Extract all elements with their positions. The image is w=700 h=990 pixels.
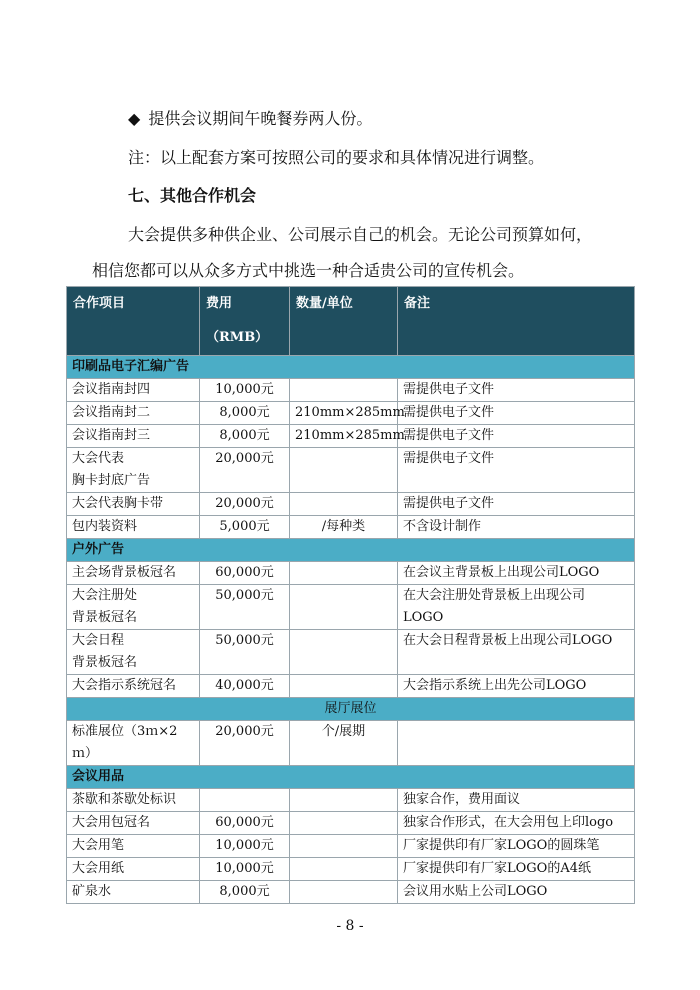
table-row bbox=[67, 402, 635, 425]
table-row bbox=[67, 789, 635, 812]
item-line-2: 胸卡封底广告 bbox=[72, 473, 151, 488]
cooperation-table bbox=[66, 286, 635, 904]
note-line-1: 在大会注册处背景板上出现公司 bbox=[403, 588, 586, 603]
item-line-1: 大会日程 bbox=[72, 633, 125, 648]
qty-cell: /每种类 bbox=[290, 516, 398, 539]
qty-cell bbox=[290, 562, 398, 585]
table-row bbox=[67, 675, 635, 698]
item-cell: 大会代表胸卡带 bbox=[67, 493, 200, 516]
item-cell: 会议指南封二 bbox=[67, 402, 200, 425]
qty-cell: 个/展期 bbox=[290, 721, 398, 766]
body-line-2: 相信您都可以从众多方式中挑选一种合适贵公司的宣传机会。 bbox=[92, 261, 525, 280]
fee-cell: 10,000元 bbox=[200, 835, 290, 858]
section-title: 印刷品电子汇编广告 bbox=[67, 356, 635, 379]
item-cell: 会议指南封三 bbox=[67, 425, 200, 448]
qty-cell bbox=[290, 812, 398, 835]
note-cell: 大会指示系统上出先公司LOGO bbox=[398, 675, 635, 698]
qty-cell bbox=[290, 858, 398, 881]
note-cell: 需提供电子文件 bbox=[398, 493, 635, 516]
note-cell: 在会议主背景板上出现公司LOGO bbox=[398, 562, 635, 585]
fee-cell: 60,000元 bbox=[200, 562, 290, 585]
table-row bbox=[67, 835, 635, 858]
qty-cell bbox=[290, 379, 398, 402]
item-line-1: 大会注册处 bbox=[72, 588, 138, 603]
bullet-paragraph bbox=[128, 106, 372, 129]
table-row bbox=[67, 881, 635, 904]
item-line-2: 背景板冠名 bbox=[72, 655, 138, 670]
table-row bbox=[67, 493, 635, 516]
table-row bbox=[67, 585, 635, 630]
fee-cell bbox=[200, 789, 290, 812]
fee-cell: 5,000元 bbox=[200, 516, 290, 539]
fee-cell: 10,000元 bbox=[200, 858, 290, 881]
fee-cell: 50,000元 bbox=[200, 630, 290, 675]
fee-cell: 8,000元 bbox=[200, 425, 290, 448]
item-cell: 大会用包冠名 bbox=[67, 812, 200, 835]
table-row bbox=[67, 858, 635, 881]
note-cell: 需提供电子文件 bbox=[398, 379, 635, 402]
qty-cell bbox=[290, 675, 398, 698]
qty-cell bbox=[290, 448, 398, 493]
qty-cell bbox=[290, 493, 398, 516]
item-cell: 大会用纸 bbox=[67, 858, 200, 881]
table-row bbox=[67, 448, 635, 493]
header-item: 合作项目 bbox=[67, 287, 200, 356]
section-row bbox=[67, 698, 635, 721]
table-row bbox=[67, 516, 635, 539]
qty-cell: 210mm×285mm bbox=[290, 425, 398, 448]
table-row bbox=[67, 630, 635, 675]
fee-cell: 8,000元 bbox=[200, 881, 290, 904]
section-row bbox=[67, 356, 635, 379]
page-number: - 8 - bbox=[336, 918, 364, 934]
item-cell bbox=[67, 585, 200, 630]
section-title: 会议用品 bbox=[67, 766, 635, 789]
note-cell: 独家合作，费用面议 bbox=[398, 789, 635, 812]
fee-cell: 50,000元 bbox=[200, 585, 290, 630]
table-row bbox=[67, 562, 635, 585]
note-cell: 在大会日程背景板上出现公司LOGO bbox=[398, 630, 635, 675]
fee-cell: 20,000元 bbox=[200, 721, 290, 766]
note-paragraph: 注：以上配套方案可按照公司的要求和具体情况进行调整。 bbox=[128, 148, 545, 167]
header-fee: 费用（RMB） bbox=[200, 287, 290, 356]
header-note: 备注 bbox=[398, 287, 635, 356]
fee-cell: 40,000元 bbox=[200, 675, 290, 698]
diamond-bullet-icon: ◆ bbox=[128, 109, 141, 128]
fee-cell: 60,000元 bbox=[200, 812, 290, 835]
qty-cell bbox=[290, 585, 398, 630]
item-cell: 大会用笔 bbox=[67, 835, 200, 858]
note-cell bbox=[398, 585, 635, 630]
section-title: 户外广告 bbox=[67, 539, 635, 562]
table-row bbox=[67, 721, 635, 766]
fee-cell: 20,000元 bbox=[200, 493, 290, 516]
note-cell: 不含设计制作 bbox=[398, 516, 635, 539]
fee-cell: 10,000元 bbox=[200, 379, 290, 402]
table-row bbox=[67, 379, 635, 402]
item-cell: 大会指示系统冠名 bbox=[67, 675, 200, 698]
note-cell: 需提供电子文件 bbox=[398, 448, 635, 493]
item-cell: 矿泉水 bbox=[67, 881, 200, 904]
header-qty: 数量/单位 bbox=[290, 287, 398, 356]
item-cell: 标准展位（3ｍ×2ｍ） bbox=[67, 721, 200, 766]
table-row bbox=[67, 425, 635, 448]
qty-cell bbox=[290, 835, 398, 858]
item-cell: 主会场背景板冠名 bbox=[67, 562, 200, 585]
note-cell: 会议用水贴上公司LOGO bbox=[398, 881, 635, 904]
note-cell: 厂家提供印有厂家LOGO的A4纸 bbox=[398, 858, 635, 881]
item-line-1: 大会代表 bbox=[72, 451, 125, 466]
item-cell: 茶歇和茶歇处标识 bbox=[67, 789, 200, 812]
note-line-2: LOGO bbox=[403, 610, 444, 625]
section-row bbox=[67, 539, 635, 562]
section-row bbox=[67, 766, 635, 789]
item-cell bbox=[67, 448, 200, 493]
table-row bbox=[67, 812, 635, 835]
item-cell bbox=[67, 630, 200, 675]
item-cell: 包内装资料 bbox=[67, 516, 200, 539]
note-cell bbox=[398, 721, 635, 766]
bullet-text: 提供会议期间午晚餐券两人份。 bbox=[148, 109, 373, 128]
note-cell: 需提供电子文件 bbox=[398, 402, 635, 425]
qty-cell bbox=[290, 881, 398, 904]
fee-cell: 8,000元 bbox=[200, 402, 290, 425]
table-header-row bbox=[67, 287, 635, 356]
fee-cell: 20,000元 bbox=[200, 448, 290, 493]
note-cell: 独家合作形式，在大会用包上印logo bbox=[398, 812, 635, 835]
body-line-1: 大会提供多种供企业、公司展示自己的机会。无论公司预算如何， bbox=[128, 225, 593, 244]
item-line-2: 背景板冠名 bbox=[72, 610, 138, 625]
qty-cell bbox=[290, 630, 398, 675]
item-cell: 会议指南封四 bbox=[67, 379, 200, 402]
qty-cell bbox=[290, 789, 398, 812]
qty-cell: 210mm×285mm bbox=[290, 402, 398, 425]
note-cell: 需提供电子文件 bbox=[398, 425, 635, 448]
note-cell: 厂家提供印有厂家LOGO的圆珠笔 bbox=[398, 835, 635, 858]
section-heading: 七、其他合作机会 bbox=[128, 186, 257, 205]
section-title: 展厅展位 bbox=[67, 698, 635, 721]
